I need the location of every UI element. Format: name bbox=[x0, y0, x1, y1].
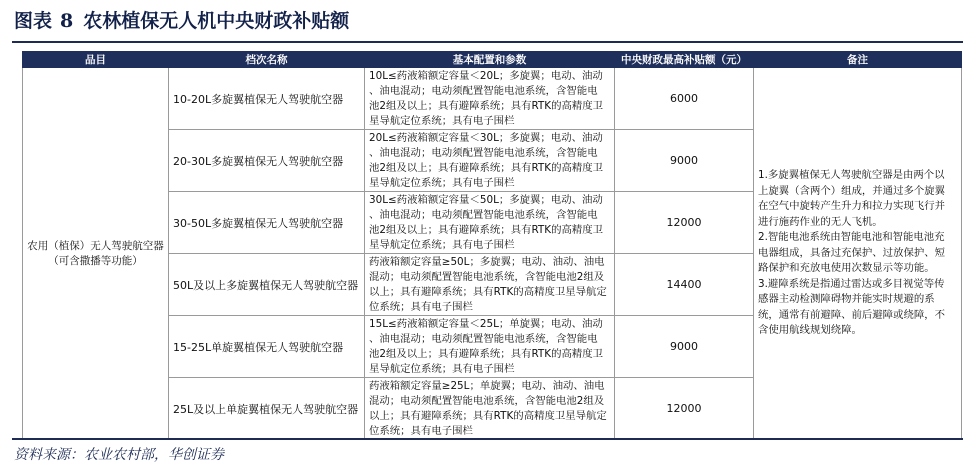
spec-line: 药液箱额定容量≥25L；单旋翼；电动、油动、油电 bbox=[369, 379, 605, 392]
tier-cell: 10-20L多旋翼植保无人驾驶航空器 bbox=[169, 68, 365, 130]
spec-line: 10L≤药液箱额定容量＜20L；多旋翼；电动、油动 bbox=[369, 69, 603, 82]
spec-line: 星导航定位系统；具有电子围栏 bbox=[369, 176, 515, 189]
amount-cell: 9000 bbox=[615, 130, 754, 192]
note-line: 1.多旋翼植保无人驾驶航空器是由两个以 bbox=[758, 169, 945, 182]
note-line: 在空气中旋转产生升力和拉力实现飞行并 bbox=[758, 200, 946, 213]
spec-line: 池2组及以上；具有避障系统；具有RTK的高精度卫 bbox=[369, 223, 604, 236]
spec-line: 、油电混动；电动须配置智能电池系统，含智能电 bbox=[369, 84, 598, 97]
spec-cell bbox=[365, 254, 615, 316]
tier-cell: 30-50L多旋翼植保无人驾驶航空器 bbox=[169, 192, 365, 254]
spec-line: 位系统；具有电子围栏 bbox=[369, 300, 473, 313]
figure-number: 8 bbox=[60, 10, 74, 32]
spec-line: 混动；电动须配置智能电池系统，含智能电池2组及 bbox=[369, 394, 605, 407]
subsidy-table bbox=[22, 51, 962, 440]
header-amount: 中央财政最高补贴额（元） bbox=[615, 52, 754, 68]
spec-line: 池2组及以上；具有避障系统；具有RTK的高精度卫 bbox=[369, 161, 604, 174]
amount-cell: 14400 bbox=[615, 254, 754, 316]
spec-cell bbox=[365, 192, 615, 254]
amount-cell: 9000 bbox=[615, 316, 754, 378]
spec-line: 位系统；具有电子围栏 bbox=[369, 424, 473, 437]
notes-cell bbox=[754, 68, 962, 440]
header-product: 品目 bbox=[23, 52, 169, 68]
tier-cell: 20-30L多旋翼植保无人驾驶航空器 bbox=[169, 130, 365, 192]
spec-line: 混动；电动须配置智能电池系统，含智能电池2组及 bbox=[369, 270, 605, 283]
spec-cell bbox=[365, 316, 615, 378]
note-line: 电器组成，具备过充保护、过放保护、短 bbox=[758, 246, 946, 259]
spec-line: 星导航定位系统；具有电子围栏 bbox=[369, 362, 515, 375]
header-spec: 基本配置和参数 bbox=[365, 52, 615, 68]
page-title bbox=[14, 6, 349, 36]
note-line: 3.避障系统是指通过雷达或多目视觉等传 bbox=[758, 277, 945, 290]
bottom-rule bbox=[12, 438, 963, 440]
table-row bbox=[23, 68, 962, 130]
spec-line: 、油电混动；电动须配置智能电池系统，含智能电 bbox=[369, 208, 598, 221]
figure-label: 图表 bbox=[14, 10, 53, 32]
note-line: 路保护和充放电使用次数显示等功能。 bbox=[758, 262, 935, 275]
spec-line: 、油电混动；电动须配置智能电池系统，含智能电 bbox=[369, 332, 598, 345]
note-line: 感器主动检测障碍物并能实时规避的系 bbox=[758, 293, 935, 306]
source-note: 资料来源：农业农村部，华创证券 bbox=[14, 447, 224, 463]
spec-line: 15L≤药液箱额定容量＜25L；单旋翼；电动、油动 bbox=[369, 317, 603, 330]
note-line: 进行施药作业的无人飞机。 bbox=[758, 215, 883, 228]
amount-cell: 12000 bbox=[615, 192, 754, 254]
header-notes: 备注 bbox=[754, 52, 962, 68]
note-line: 上旋翼（含两个）组成，并通过多个旋翼 bbox=[758, 184, 946, 197]
spec-line: 以上；具有避障系统；具有RTK的高精度卫星导航定 bbox=[369, 409, 607, 422]
product-name: 农用（植保）无人驾驶航空器 bbox=[27, 239, 164, 252]
tier-cell: 25L及以上单旋翼植保无人驾驶航空器 bbox=[169, 378, 365, 440]
spec-line: 星导航定位系统；具有电子围栏 bbox=[369, 114, 515, 127]
spec-cell bbox=[365, 130, 615, 192]
spec-line: 、油电混动；电动须配置智能电池系统，含智能电 bbox=[369, 146, 598, 159]
note-line: 统，通常有前避障、前后避障或绕障，不 bbox=[758, 308, 946, 321]
tier-cell: 50L及以上多旋翼植保无人驾驶航空器 bbox=[169, 254, 365, 316]
tier-cell: 15-25L单旋翼植保无人驾驶航空器 bbox=[169, 316, 365, 378]
amount-cell: 12000 bbox=[615, 378, 754, 440]
product-cell bbox=[23, 68, 169, 440]
header-row bbox=[23, 52, 962, 68]
spec-cell bbox=[365, 378, 615, 440]
header-tier: 档次名称 bbox=[169, 52, 365, 68]
product-subtitle: （可含撒播等功能） bbox=[48, 254, 143, 267]
spec-line: 池2组及以上；具有避障系统；具有RTK的高精度卫 bbox=[369, 347, 604, 360]
note-line: 2.智能电池系统由智能电池和智能电池充 bbox=[758, 231, 945, 244]
figure-title-text: 农林植保无人机中央财政补贴额 bbox=[83, 10, 350, 32]
spec-line: 30L≤药液箱额定容量＜50L；多旋翼；电动、油动 bbox=[369, 193, 603, 206]
spec-line: 以上；具有避障系统；具有RTK的高精度卫星导航定 bbox=[369, 285, 607, 298]
note-line: 含使用航线规划绕障。 bbox=[758, 324, 862, 337]
spec-cell bbox=[365, 68, 615, 130]
amount-cell: 6000 bbox=[615, 68, 754, 130]
spec-line: 20L≤药液箱额定容量＜30L；多旋翼；电动、油动 bbox=[369, 131, 603, 144]
spec-line: 星导航定位系统；具有电子围栏 bbox=[369, 238, 515, 251]
spec-line: 池2组及以上；具有避障系统；具有RTK的高精度卫 bbox=[369, 99, 604, 112]
top-rule bbox=[12, 41, 963, 43]
spec-line: 药液箱额定容量≥50L；多旋翼；电动、油动、油电 bbox=[369, 255, 605, 268]
